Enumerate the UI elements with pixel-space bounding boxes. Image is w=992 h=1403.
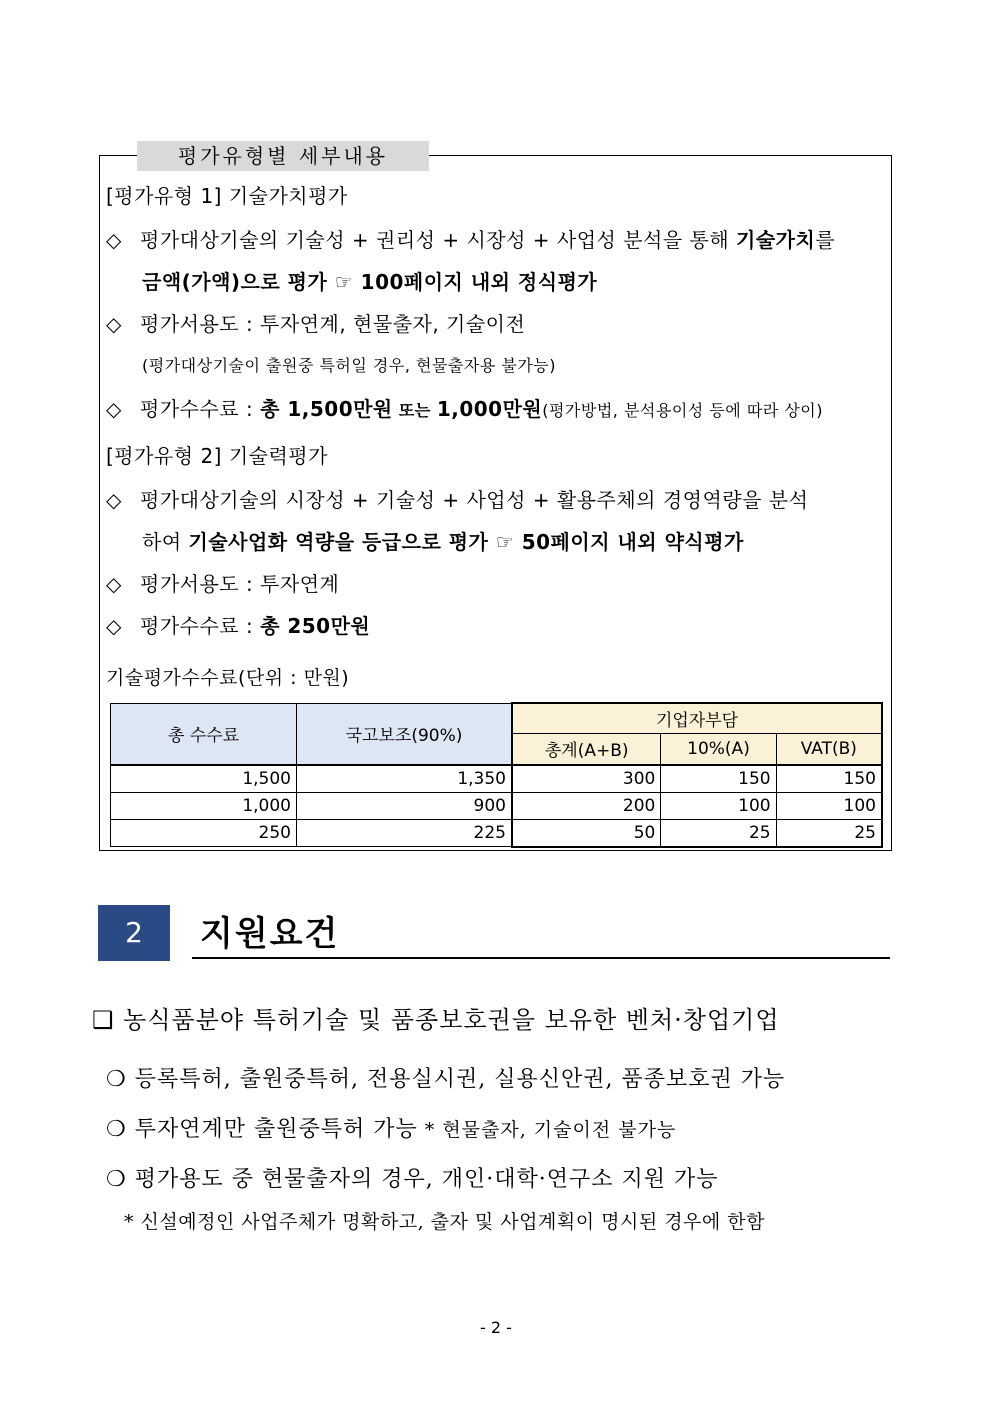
header-a: 10%(A) [661, 734, 776, 765]
type1-use-note: (평가대상기술이 출원중 특허일 경우, 현물출자용 불가능) [142, 356, 556, 375]
diamond-icon: ◇ [106, 228, 122, 252]
table-row: 1,000 900 200 100 100 [111, 792, 883, 819]
section-number: 2 [98, 905, 170, 961]
type2-line1: ◇ 평가대상기술의 시장성 + 기술성 + 사업성 + 활용주체의 경영역량을 분석 [106, 488, 809, 512]
type1-line2: 금액(가액)으로 평가 ☞ 100페이지 내외 정식평가 [142, 270, 598, 294]
requirement-item-3-note: * 신설예정인 사업주체가 명확하고, 출자 및 사업계획이 명시된 경우에 한함 [124, 1211, 766, 1233]
type2-fee: ◇ 평가수수료 : 총 250만원 [106, 614, 371, 638]
header-company: 기업자부담 [512, 703, 882, 734]
requirement-item-3: ❍ 평가용도 중 현물출자의 경우, 개인·대학·연구소 지원 가능 [106, 1167, 719, 1192]
type2-use: ◇ 평가서용도 : 투자연계 [106, 572, 340, 596]
type2-heading: [평가유형 2] 기술력평가 [106, 444, 328, 468]
table-row: 250 225 50 25 25 [111, 819, 883, 847]
page-number: - 2 - [480, 1318, 512, 1337]
type1-heading: [평가유형 1] 기술가치평가 [106, 184, 348, 208]
header-total: 총 수수료 [111, 703, 297, 765]
type1-use: ◇ 평가서용도 : 투자연계, 현물출자, 기술이전 [106, 312, 526, 336]
fee-table [110, 702, 883, 848]
table-row: 1,500 1,350 300 150 150 [111, 765, 883, 793]
box-title: 평가유형별 세부내용 [137, 141, 429, 171]
type2-line2: 하여 기술사업화 역량을 등급으로 평가 ☞ 50페이지 내외 약식평가 [142, 530, 744, 554]
requirement-item-1: ❍ 등록특허, 출원중특허, 전용실시권, 실용신안권, 품종보호권 가능 [106, 1067, 786, 1092]
diamond-icon: ◇ [106, 397, 122, 421]
header-b: VAT(B) [776, 734, 882, 765]
requirement-main: ❑ 농식품분야 특허기술 및 품종보호권을 보유한 벤처·창업기업 [92, 1006, 780, 1034]
table-caption: 기술평가수수료(단위 : 만원) [106, 667, 350, 689]
header-subsidy: 국고보조(90%) [297, 703, 513, 765]
requirement-item-2: ❍ 투자연계만 출원중특허 가능 * 현물출자, 기술이전 불가능 [106, 1117, 677, 1142]
header-sum: 총계(A+B) [512, 734, 661, 765]
type1-line1: ◇ 평가대상기술의 기술성 + 권리성 + 시장성 + 사업성 분석을 통해 기술가치를 [106, 228, 836, 252]
diamond-icon: ◇ [106, 312, 122, 336]
diamond-icon: ◇ [106, 572, 122, 596]
type1-fee: ◇ 평가수수료 : 총 1,500만원 또는 1,000만원(평가방법, 분석용이성 등에 따라 상이) [106, 397, 823, 421]
diamond-icon: ◇ [106, 614, 122, 638]
section-divider [192, 957, 890, 959]
section-title: 지원요건 [200, 914, 340, 954]
diamond-icon: ◇ [106, 488, 122, 512]
